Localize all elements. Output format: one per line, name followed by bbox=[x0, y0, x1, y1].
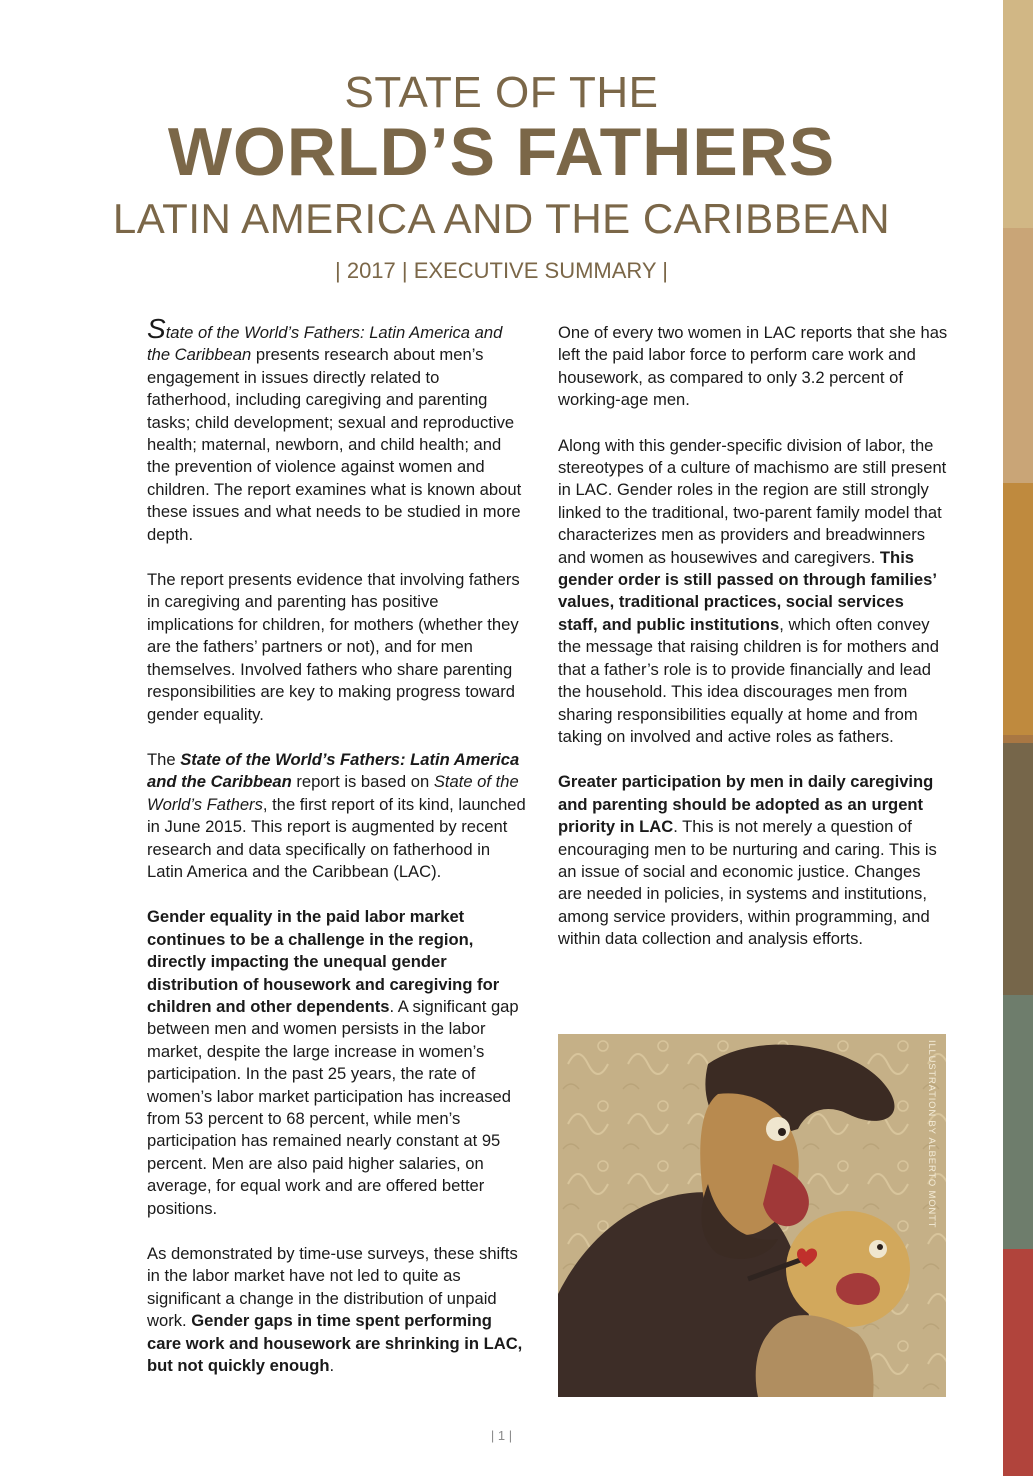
father-child-illustration bbox=[558, 1034, 946, 1397]
subtitle: | 2017 | EXECUTIVE SUMMARY | bbox=[335, 258, 668, 283]
paragraph-priority: Greater participation by men in daily caregiving and parenting should be adopted as an urgent priority in LAC. This is not merely a question of encouraging men to be nurturing and caring. This is an issue of social and economic justice. Changes are needed in policies, in systems and institutions, among service providers, within programming, and within data collection and analysis efforts. bbox=[558, 772, 937, 949]
paragraph-basis: The State of the World’s Fathers: Latin America and the Caribbean report is based on State of the World’s Fathers, the first report of its kind, launched in June 2015. This report is augmented by recent research and data specifically on fatherhood in Latin America and the Caribbean (LAC). bbox=[147, 749, 526, 881]
side-color-bar bbox=[1003, 0, 1033, 1476]
right-column bbox=[558, 322, 948, 974]
title-line-1: STATE OF THE bbox=[344, 68, 659, 117]
paragraph-women-labor: One of every two women in LAC reports that she has left the paid labor force to perform care work and housework, as compared to only 3.2 percent of working-age men. bbox=[558, 323, 948, 410]
stripe-7 bbox=[1003, 1249, 1033, 1476]
stripe-5 bbox=[1003, 743, 1033, 995]
stripe-1 bbox=[1003, 0, 1033, 228]
title-line-2: WORLD’S FATHERS bbox=[167, 114, 836, 190]
title-line-3: LATIN AMERICA AND THE CARIBBEAN bbox=[112, 195, 891, 242]
illustration-credit: ILLUSTRATION BY ALBERTO MONTT bbox=[926, 1040, 937, 1229]
page-number: | 1 | bbox=[490, 1428, 513, 1443]
report-title-italic: tate of the World’s Fathers: Latin America and the Caribbean bbox=[147, 323, 503, 365]
paragraph-labor-market: Gender equality in the paid labor market continues to be a challenge in the region, directly impacting the unequal gender distribution of housework and caregiving for children and other dependents. A significant gap between men and women persists in the labor market, despite the large increase in women’s participation. In the past 25 years, the rate of women’s labor market participation has increased from 53 percent to 68 percent, while men’s participation has remained nearly constant at 95 percent. Men are also paid higher salaries, on average, for equal work and are offered better positions. bbox=[147, 907, 519, 1218]
paragraph-intro: State of the World’s Fathers: Latin America and the Caribbean presents research about men’s engagement in issues directly related to fatherhood, including caregiving and parenting tasks; child development; sexual and reproductive health; maternal, newborn, and child health; and the prevention of violence against women and children. The report examines what is known about these issues and what needs to be studied in more depth. bbox=[147, 313, 522, 544]
illustration-artwork bbox=[558, 1034, 946, 1397]
drop-cap: S bbox=[147, 313, 166, 344]
paragraph-evidence: The report presents evidence that involving fathers in caregiving and parenting has positive implications for children, for mothers (whether they are the fathers’ partners or not), and for men themselves. Involved fathers who share parenting responsibilities are key to making progress toward gender equality. bbox=[147, 570, 520, 724]
left-column bbox=[147, 313, 527, 1400]
paragraph-time-use: As demonstrated by time-use surveys, these shifts in the labor market have not led to quite as significant a change in the distribution of unpaid work. Gender gaps in time spent performing care work and housework are shrinking in LAC, but not quickly enough. bbox=[147, 1244, 523, 1376]
stripe-4 bbox=[1003, 735, 1033, 743]
stripe-2 bbox=[1003, 228, 1033, 483]
stripe-3 bbox=[1003, 483, 1033, 735]
stripe-6 bbox=[1003, 995, 1033, 1249]
paragraph-machismo: Along with this gender-specific division of labor, the stereotypes of a culture of machismo are still present in LAC. Gender roles in the region are still strongly linked to the traditional, two-parent family model that characterizes men as providers and breadwinners and women as housewives and caregivers. This gender order is still passed on through families’ values, traditional practices, social services staff, and public institutions, which often convey the message that raising children is for mothers and that a father’s role is to provide financially and lead the household. This idea discourages men from sharing responsibilities equally at home and from taking on involved and active roles as fathers. bbox=[558, 435, 947, 746]
